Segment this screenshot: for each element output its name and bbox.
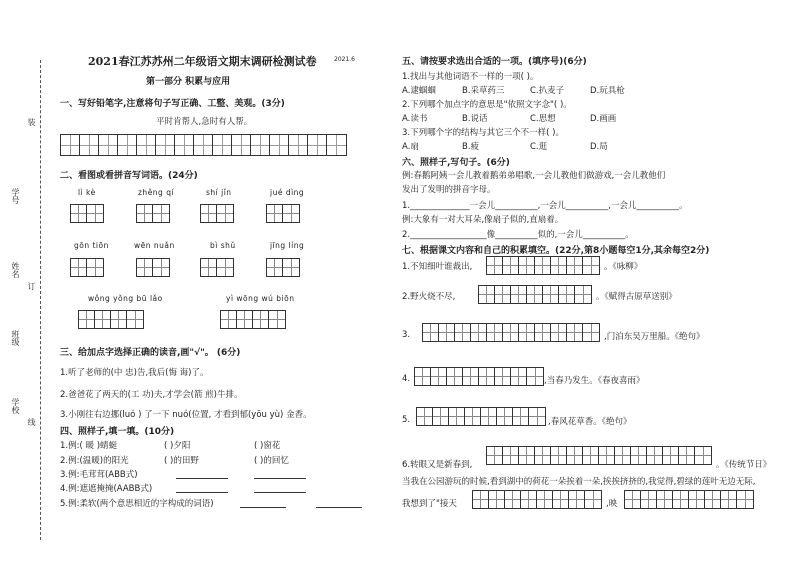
question-item: 1.听了老师的(中 忠)告,我后(悔 诲)了。 [60,368,209,378]
poem-source: 。《咏柳》 [604,262,643,272]
question-item: 2.爸爸花了两天的(工 功)夫,才学会(箭 煎)牛排。 [60,390,243,400]
example-sentence: 例:春鹅阿姨一会儿教着鹅弟弟唱歌,一会儿教他们做游戏,一会儿教他们 [402,171,666,181]
option: C.扒麦子 [530,86,565,96]
answer-grid[interactable] [416,407,546,426]
section-6-title: 六、照样子,写句子。(6分) [402,158,510,168]
question-item: 2.下列哪个加点字的意思是"依照文字念"( )。 [402,100,572,110]
exam-date: 2021.6 [334,56,355,63]
answer-line[interactable] [254,492,306,493]
option: D.玩具枪 [590,86,625,96]
pinyin: lì kè [78,188,96,197]
question-item: 3.下列哪个字的结构与其它三个不一样( )。 [402,128,564,138]
pinyin: wǒng yǒng bū lǎo [88,294,163,303]
option: A.扇 [402,142,419,152]
section-7-title: 七、根据课文内容和自己的积累填空。(22分,第8小题每空1分,其余每空2分) [402,246,710,256]
question-item: 4.例:遮遮掩掩(AABB式) [60,484,153,494]
word-box[interactable] [266,204,300,223]
option: D.局 [590,142,608,152]
section-1-title: 一、写好铅笔字,注意将句子写正确、工整、美观。(3分) [60,99,285,109]
question-item: 3.例:毛茸茸(ABB式) [60,470,138,480]
paragraph-text: 当我在公园游玩的时候,看到湖中的荷花一朵挨着一朵,挨挨挤挤的,我觉得,碧绿的莲叶无边无际, [402,477,756,487]
option: C.逛 [530,142,548,152]
binding-mark: 线 [27,418,36,426]
binding-mark: 订 [27,282,36,290]
poem-line: 6.转眼又是新春到, [402,460,473,470]
section-3-title: 三、给加点字选择正确的读音,画"√"。 (6分) [60,348,241,358]
example-sentence: 例:大象有一对大耳朵,像扇子似的,直扇着。 [402,215,564,225]
answer-line[interactable] [254,478,306,479]
poem-source: ,当春乃发生。《春夜喜雨》 [544,376,645,386]
word-box[interactable] [78,310,144,329]
answer-grid[interactable] [486,256,600,275]
answer-grid[interactable] [624,490,754,509]
answer-grid[interactable] [478,285,592,304]
pinyin: jīng líng [270,241,305,250]
word-box[interactable] [200,258,234,277]
pinyin: wēn nuǎn [134,241,175,250]
paragraph-text: 我想到了"接天 [402,499,457,509]
poem-line: 4. [402,374,411,384]
section-4-title: 四、照样子,填一填。(10分) [60,427,175,437]
word-box[interactable] [220,310,286,329]
exam-title: 2021春江苏苏州二年级语文期末调研检测试卷 [88,55,317,68]
question-item: 1.找出与其他词语不一样的一项( )。 [402,72,539,82]
answer-line[interactable] [240,507,286,508]
school-label: 学校 [11,398,20,414]
word-box[interactable] [200,204,234,223]
option: B.疲 [462,142,480,152]
option: D.画画 [590,114,617,124]
answer-grid[interactable] [414,367,544,386]
question-item: ( )的田野 [164,456,199,466]
answer-line[interactable] [176,492,228,493]
answer-line[interactable] [316,507,362,508]
question-item: 5.例:柔软(两个意思相近的字构成的词语) [60,499,214,509]
copy-sentence: 平时肯帮人,急时有人帮。 [156,117,253,127]
pinyin: bì shǔ [210,241,236,250]
part-heading: 第一部分 积累与应用 [146,77,231,87]
question-item: 2.例:(温暖)的阳光 [60,456,129,466]
poem-source: 。《传统节日》 [716,460,772,470]
section-5-title: 五、请按要求选出合适的一项。(填序号)(6分) [402,57,587,67]
section-2-title: 二、看图或看拼音写词语。(24分) [60,171,198,181]
example-sentence: 发出了发明的拼音字母。 [402,185,496,195]
option: C.思想 [530,114,556,124]
writing-grid[interactable] [60,134,347,156]
pinyin: jué dìng [270,188,305,197]
pinyin: shí jǐn [206,188,232,197]
question-item: ( )夕阳 [164,441,191,451]
question-item: 3.小刚往右边挪(luó ) 了一下 nuó(位置, 才看到郁(yōu yù) 金香。 [60,410,312,420]
fill-sentence[interactable]: 1.______________一会儿__________,一会儿__________,一会儿__________。 [402,201,688,211]
answer-grid[interactable] [486,446,712,465]
binding-line [40,60,41,540]
option: B.说话 [462,114,488,124]
question-item: 1.例:( 暖 )蜻蜓 [60,441,118,451]
answer-grid[interactable] [472,490,602,509]
question-item: ( )的回忆 [254,456,289,466]
word-box[interactable] [70,258,104,277]
name-label: 姓名 [11,262,20,278]
pinyin: yì wōng wú biōn [226,294,295,303]
poem-line: 5. [402,415,411,425]
question-item: ( )窗花 [254,441,281,451]
pinyin: zhěng qí [138,188,175,197]
poem-source: 。《赋得古原草送别》 [596,292,677,302]
student-number-label: 学号 [11,188,20,204]
word-box[interactable] [136,204,170,223]
paragraph-text: ,映 [606,499,618,509]
poem-line: 1.不知细叶谁裁出, [402,262,473,272]
poem-line: 2.野火烧不尽, [402,292,456,302]
answer-line[interactable] [176,478,228,479]
word-box[interactable] [136,258,170,277]
poem-source: ,门泊东吴万里船。《绝句》 [604,332,705,342]
binding-mark: 装 [27,118,36,126]
pinyin: gōn tiōn [74,241,109,250]
class-label: 班级 [11,330,20,346]
word-box[interactable] [266,258,300,277]
option: A.逮蝈蝈 [402,86,436,96]
fill-sentence[interactable]: 2.__________________像__________似的,一会儿__________。 [402,230,634,240]
answer-grid[interactable] [422,323,600,342]
word-box[interactable] [70,204,104,223]
poem-source: ,春风花草香。《绝句》 [548,417,632,427]
poem-line: 3. [402,330,411,340]
option: B.采草药三 [462,86,505,96]
option: A.读书 [402,114,428,124]
